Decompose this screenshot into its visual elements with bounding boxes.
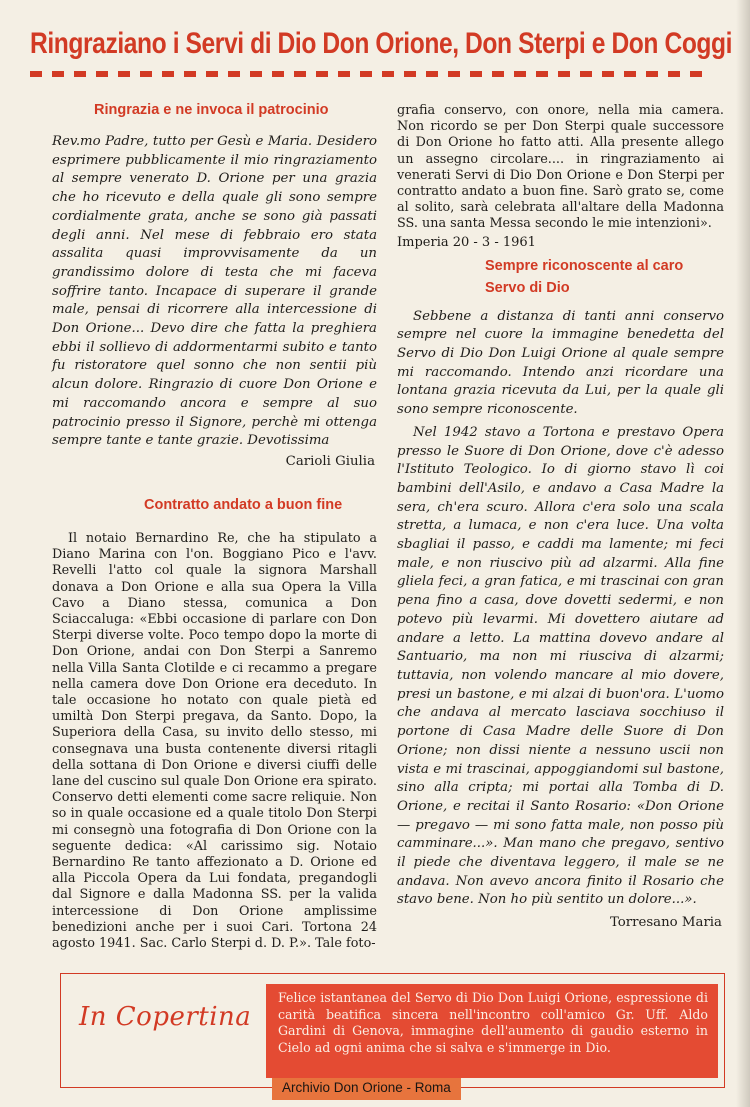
- right-column: [397, 100, 724, 932]
- article-title: Contratto andato a buon fine: [144, 496, 343, 513]
- article-dateline: Imperia 20 - 3 - 1961: [397, 234, 536, 250]
- page-title: Ringraziano i Servi di Dio Don Orione, Don Sterpi e Don Coggi: [30, 27, 733, 60]
- page-edge-shadow: [736, 0, 750, 1107]
- article-paragraph: Nel 1942 stavo a Tortona e prestavo Opera presso le Suore di Don Orione, dove c'è adesso l'Istituto Teologico. Io di giorno stavo lì coi bambini dell'Asilo, e andavo a Casa Madre la sera, ch'era scuro. Allora c'era solo una scala stretta, a lumaca, e non c'era luce. Una volta sbagliai il passo, e caddi ma lamente; mi feci male, e non riuscivo più ad alzarmi. Alla fine gliela feci, a gran fatica, e mi trascinai con gran pena fino a casa, dove dovetti sedermi, e non potevo più levarmi. Mi dovettero aiutare ad andare a letto. La mattina dovevo andare al Santuario, ma non mi riusciva di alzarmi; tuttavia, non volendo mancare al mio dovere, presi un bastone, e mi alzai di buon'ora. L'uomo che andava al mercato lasciava socchiuso il portone di Casa Madre delle Suore di Don Orione; non dissi niente a nessuno uscii non vista e mi trascinai, appoggiandomi sul bastone, sino alla cripta; mi portai alla Tomba di D. Orione, e recitai il Santo Rosario: «Don Orione — pregavo — mi sono fatta male, non posso più camminare...». Man mano che pregavo, sentivo il piede che diventava leggero, il male se ne andava. Non avevo ancora finito il Rosario che stavo bene. Non ho più sentito un dolore...».: [397, 424, 724, 908]
- article-body: Rev.mo Padre, tutto per Gesù e Maria. Desidero esprimere pubblicamente il mio ringraziamento al sempre venerato D. Orione per una grazia che ho ricevuto e della quale gli sono sempre cordialmente grata, anche se sono già passati degli anni. Nel mese di febbraio ero stata assalita quasi improvvisamente da un grandissimo dolore di testa che mi faceva soffrire tanto. Incapace di superare il grande male, pensai di ricorrere alla intercessione di Don Orione... Devo dire che fatta la preghiera ebbi il sollievo di addormentarmi subito e tanto fu ristoratore quel sonno che non sentii più alcun dolore. Ringrazio di cuore Don Orione e mi raccomando ancora e sempre al suo patrocinio presso il Signore, perchè mi ottenga sempre tante e tante grazie. Devotissima: [52, 134, 377, 449]
- cover-caption: Felice istantanea del Servo di Dio Don Luigi Orione, espressione di carità beatifica sincera nell'incontro coll'amico Gr. Uff. Aldo Gardini di Genova, immagine dell'aumento di gaudio esterno in Cielo ad ogni anima che si salva e s'immerge in Dio.: [278, 990, 708, 1055]
- article-body-continued: grafia conservo, con onore, nella mia camera. Non ricordo se per Don Sterpi quale successore di Don Orione ho fatto atti. Alla presente allego un assegno circolare.... in ringraziamento ai venerati Servi di Dio Don Orione e Don Sterpi per contratto andato a buon fine. Sarò grato se, come al solito, sarà celebrata all'altare della Madonna SS. una santa Messa secondo le mie intenzioni».: [397, 103, 724, 232]
- article-riconoscente: [397, 256, 724, 933]
- article-title: Ringrazia e ne invoca il patrocinio: [94, 102, 329, 118]
- article-title-line1: Sempre riconoscente al caro: [485, 257, 684, 274]
- dashed-divider: [30, 71, 710, 77]
- article-signature: Carioli Giulia: [285, 453, 375, 469]
- article-signature: Torresano Maria: [609, 915, 722, 931]
- cover-label: In Copertina: [79, 1002, 252, 1032]
- cover-caption-panel: [266, 984, 718, 1078]
- article-body: Il notaio Bernardino Re, che ha stipulato a Diano Marina con l'on. Boggiano Pico e l'avv. Revelli l'atto col quale la signora Marshall donava a Don Orione e alla sua Opera la Villa Cavo a Diano stessa, comunica a Don Sciaccaluga: «Ebbi occasione di parlare con Don Sterpi diverse volte. Poco tempo dopo la morte di Don Orione, andai con Don Sterpi a Sanremo nella Villa Santa Clotilde e ci recammo a pregare nella camera dove Don Orione era deceduto. In tale occasione ho notato con quale pietà ed umiltà Don Sterpi pregava, da Santo. Dopo, la Superiora della Casa, su invito dello stesso, mi consegnava una busta contenente diversi ritagli della sottana di Don Orione e diversi ciuffi delle lane del cuscino sul quale Don Orione era spirato. Conservo detti elementi come sacre reliquie. Non so in quale occasione ed a quale titolo Don Sterpi mi consegnò una fotografia di Don Orione con la seguente dedica: «Al carissimo sig. Notaio Bernardino Re tanto affezionato a D. Orione ed alla Piccola Opera da Lui fondata, pregandogli dal Signore e dalla Madonna SS. per la valida intercessione di Don Orione amplissime benedizioni anche per i suoi Cari. Tortona 24 agosto 1941. Sac. Carlo Sterpi d. D. P.». Tale foto-: [52, 530, 377, 952]
- archive-watermark: Archivio Don Orione - Roma: [272, 1078, 461, 1100]
- article-paragraph: Sebbene a distanza di tanti anni conservo sempre nel cuore la immagine benedetta del Servo di Dio Don Luigi Orione al quale sempre mi raccomando. Intendo anzi ricordare una lontana grazia ricevuta da Lui, per la quale gli sono sempre riconoscente.: [397, 308, 724, 418]
- article-contratto: [52, 495, 377, 952]
- article-ringrazia: [52, 100, 377, 471]
- article-title-line2: Servo di Dio: [485, 279, 570, 296]
- left-column: [52, 100, 377, 952]
- cover-box: [60, 973, 725, 1088]
